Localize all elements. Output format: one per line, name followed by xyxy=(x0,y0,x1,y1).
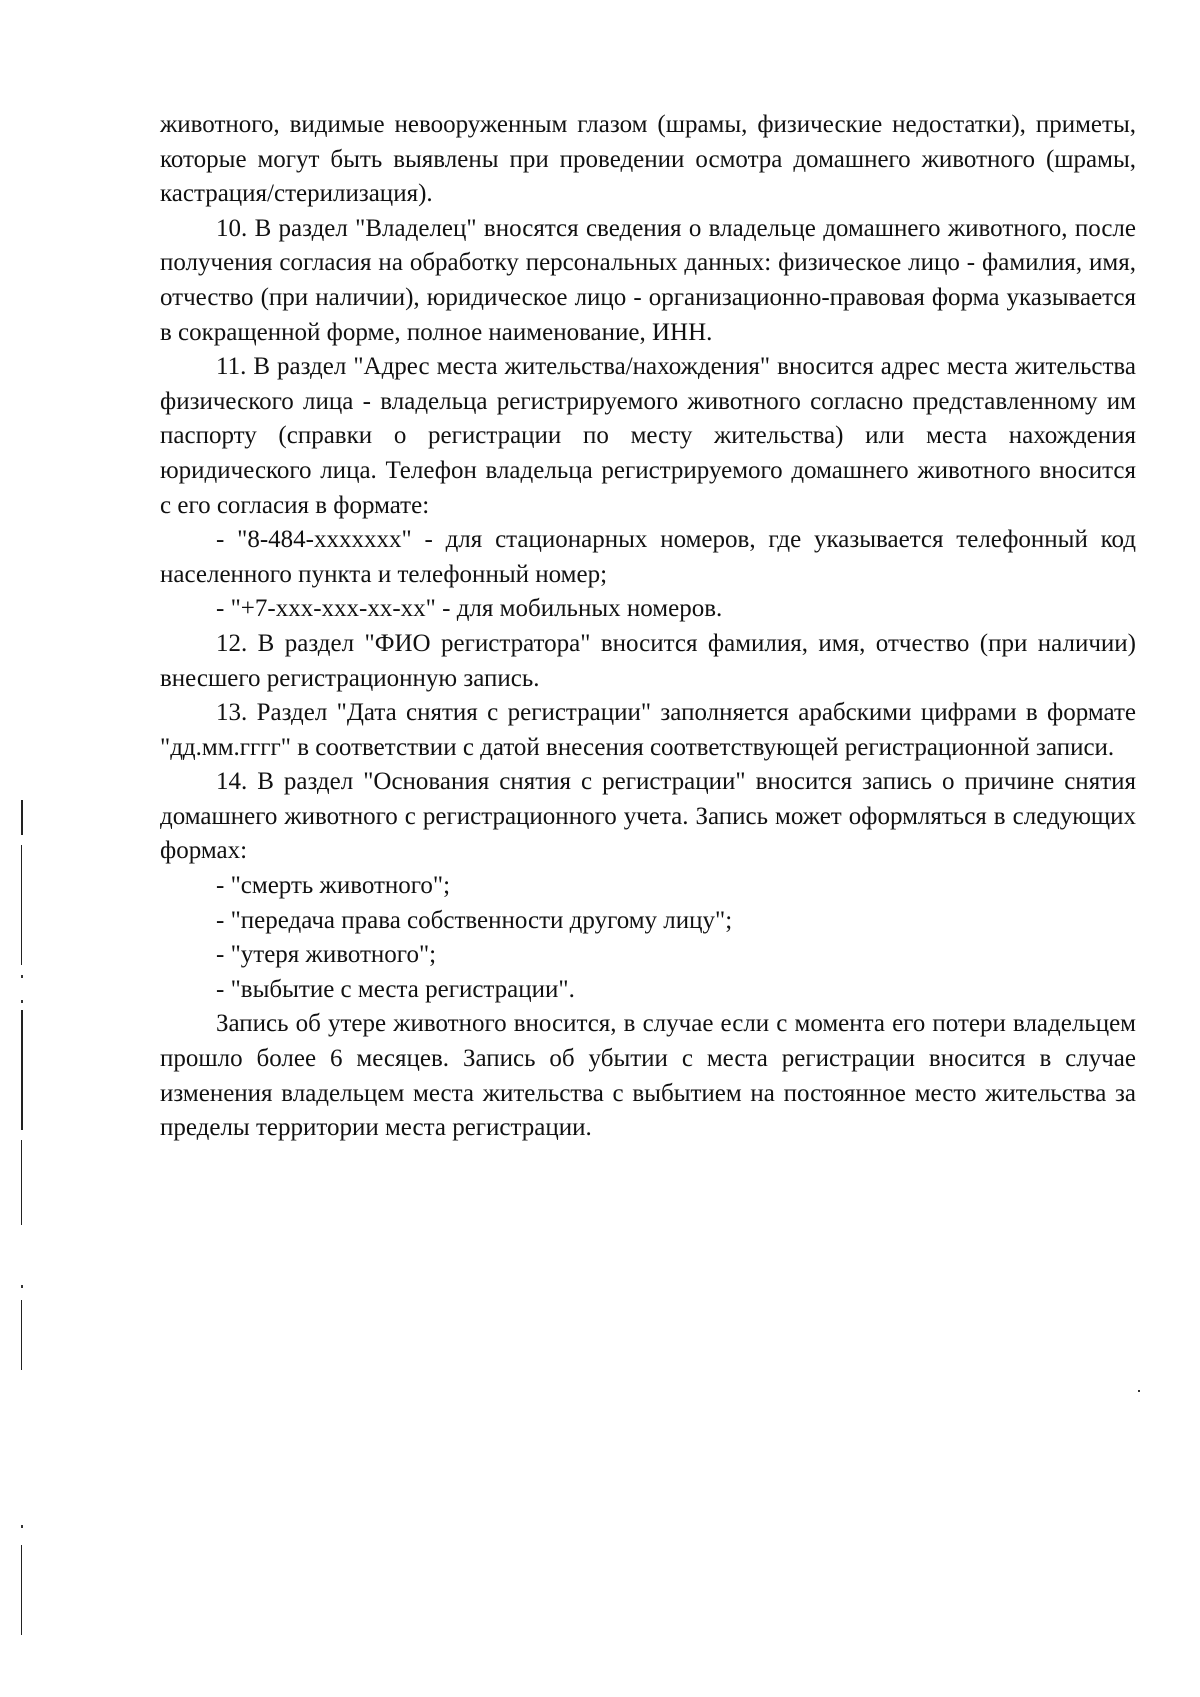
list-item-landline-format: - "8-484-ххххххх" - для стационарных номеров, где указывается телефонный код населенного пункта и телефонный номер; xyxy=(160,526,1136,588)
paragraph-10-owner: 10. В раздел "Владелец" вносятся сведения о владельце домашнего животного, после получения согласия на обработку персональных данных: физическое лицо - фамилия, имя, отчество (при наличии), юридическое лицо - организационно-правовая форма указывается в сокращенной форме, полное наименование, ИНН. xyxy=(160,214,1136,346)
paragraph-14-deregistration-grounds: 14. В раздел "Основания снятия с регистрации" вносится запись о причине снятия домашнего животного с регистрационного учета. Запись может оформляться в следующих формах: xyxy=(160,768,1136,865)
paragraph-continuation: животного, видимые невооруженным глазом (шрамы, физические недостатки), приметы, которые могут быть выявлены при проведении осмотра домашнего животного (шрамы, кастрация/стерилизация). xyxy=(160,111,1136,208)
list-item-death: - "смерть животного"; xyxy=(216,872,451,900)
list-item-ownership-transfer: - "передача права собственности другому лицу"; xyxy=(216,906,733,934)
scan-dust-dot xyxy=(21,1285,23,1288)
scan-edge-mark xyxy=(21,845,22,965)
scan-edge-mark xyxy=(21,1545,22,1635)
paragraph-closing-note: Запись об утере животного вносится, в случае если с момента его потери владельцем прошло более 6 месяцев. Запись об убытии с места регистрации вносится в случае изменения владельцем места жительства с выбытием на постоянное место жительства за пределы территории места регистрации. xyxy=(160,1010,1136,1142)
paragraph-12-registrar: 12. В раздел "ФИО регистратора" вносится фамилия, имя, отчество (при наличии) внесшего регистрационную запись. xyxy=(160,629,1136,692)
scan-dust-dot xyxy=(1138,1390,1140,1392)
document-body xyxy=(160,108,1136,1146)
scan-dust-dot xyxy=(21,975,23,978)
scan-edge-mark xyxy=(21,1300,22,1370)
paragraph-13-deregistration-date: 13. Раздел "Дата снятия с регистрации" заполняется арабскими цифрами в формате "дд.мм.гггг" в соответствии с датой внесения соответствующей регистрационной записи. xyxy=(160,699,1136,761)
list-item-mobile-format: - "+7-ххх-ххх-хх-хх" - для мобильных номеров. xyxy=(216,595,723,623)
scan-dust-dot xyxy=(21,1000,23,1003)
scan-edge-mark xyxy=(21,1010,23,1130)
scan-edge-mark xyxy=(21,1140,22,1225)
scan-dust-dot xyxy=(21,1525,23,1528)
paragraph-11-address: 11. В раздел "Адрес места жительства/нахождения" вносится адрес места жительства физического лица - владельца регистрируемого животного согласно представленному им паспорту (справки о регистрации по месту жительства) или места нахождения юридического лица. Телефон владельца регистрируемого домашнего животного вносится с его согласия в формате: xyxy=(160,353,1136,519)
scan-edge-mark xyxy=(21,800,23,835)
list-item-loss: - "утеря животного"; xyxy=(216,941,437,969)
list-item-departure: - "выбытие с места регистрации". xyxy=(216,975,575,1003)
